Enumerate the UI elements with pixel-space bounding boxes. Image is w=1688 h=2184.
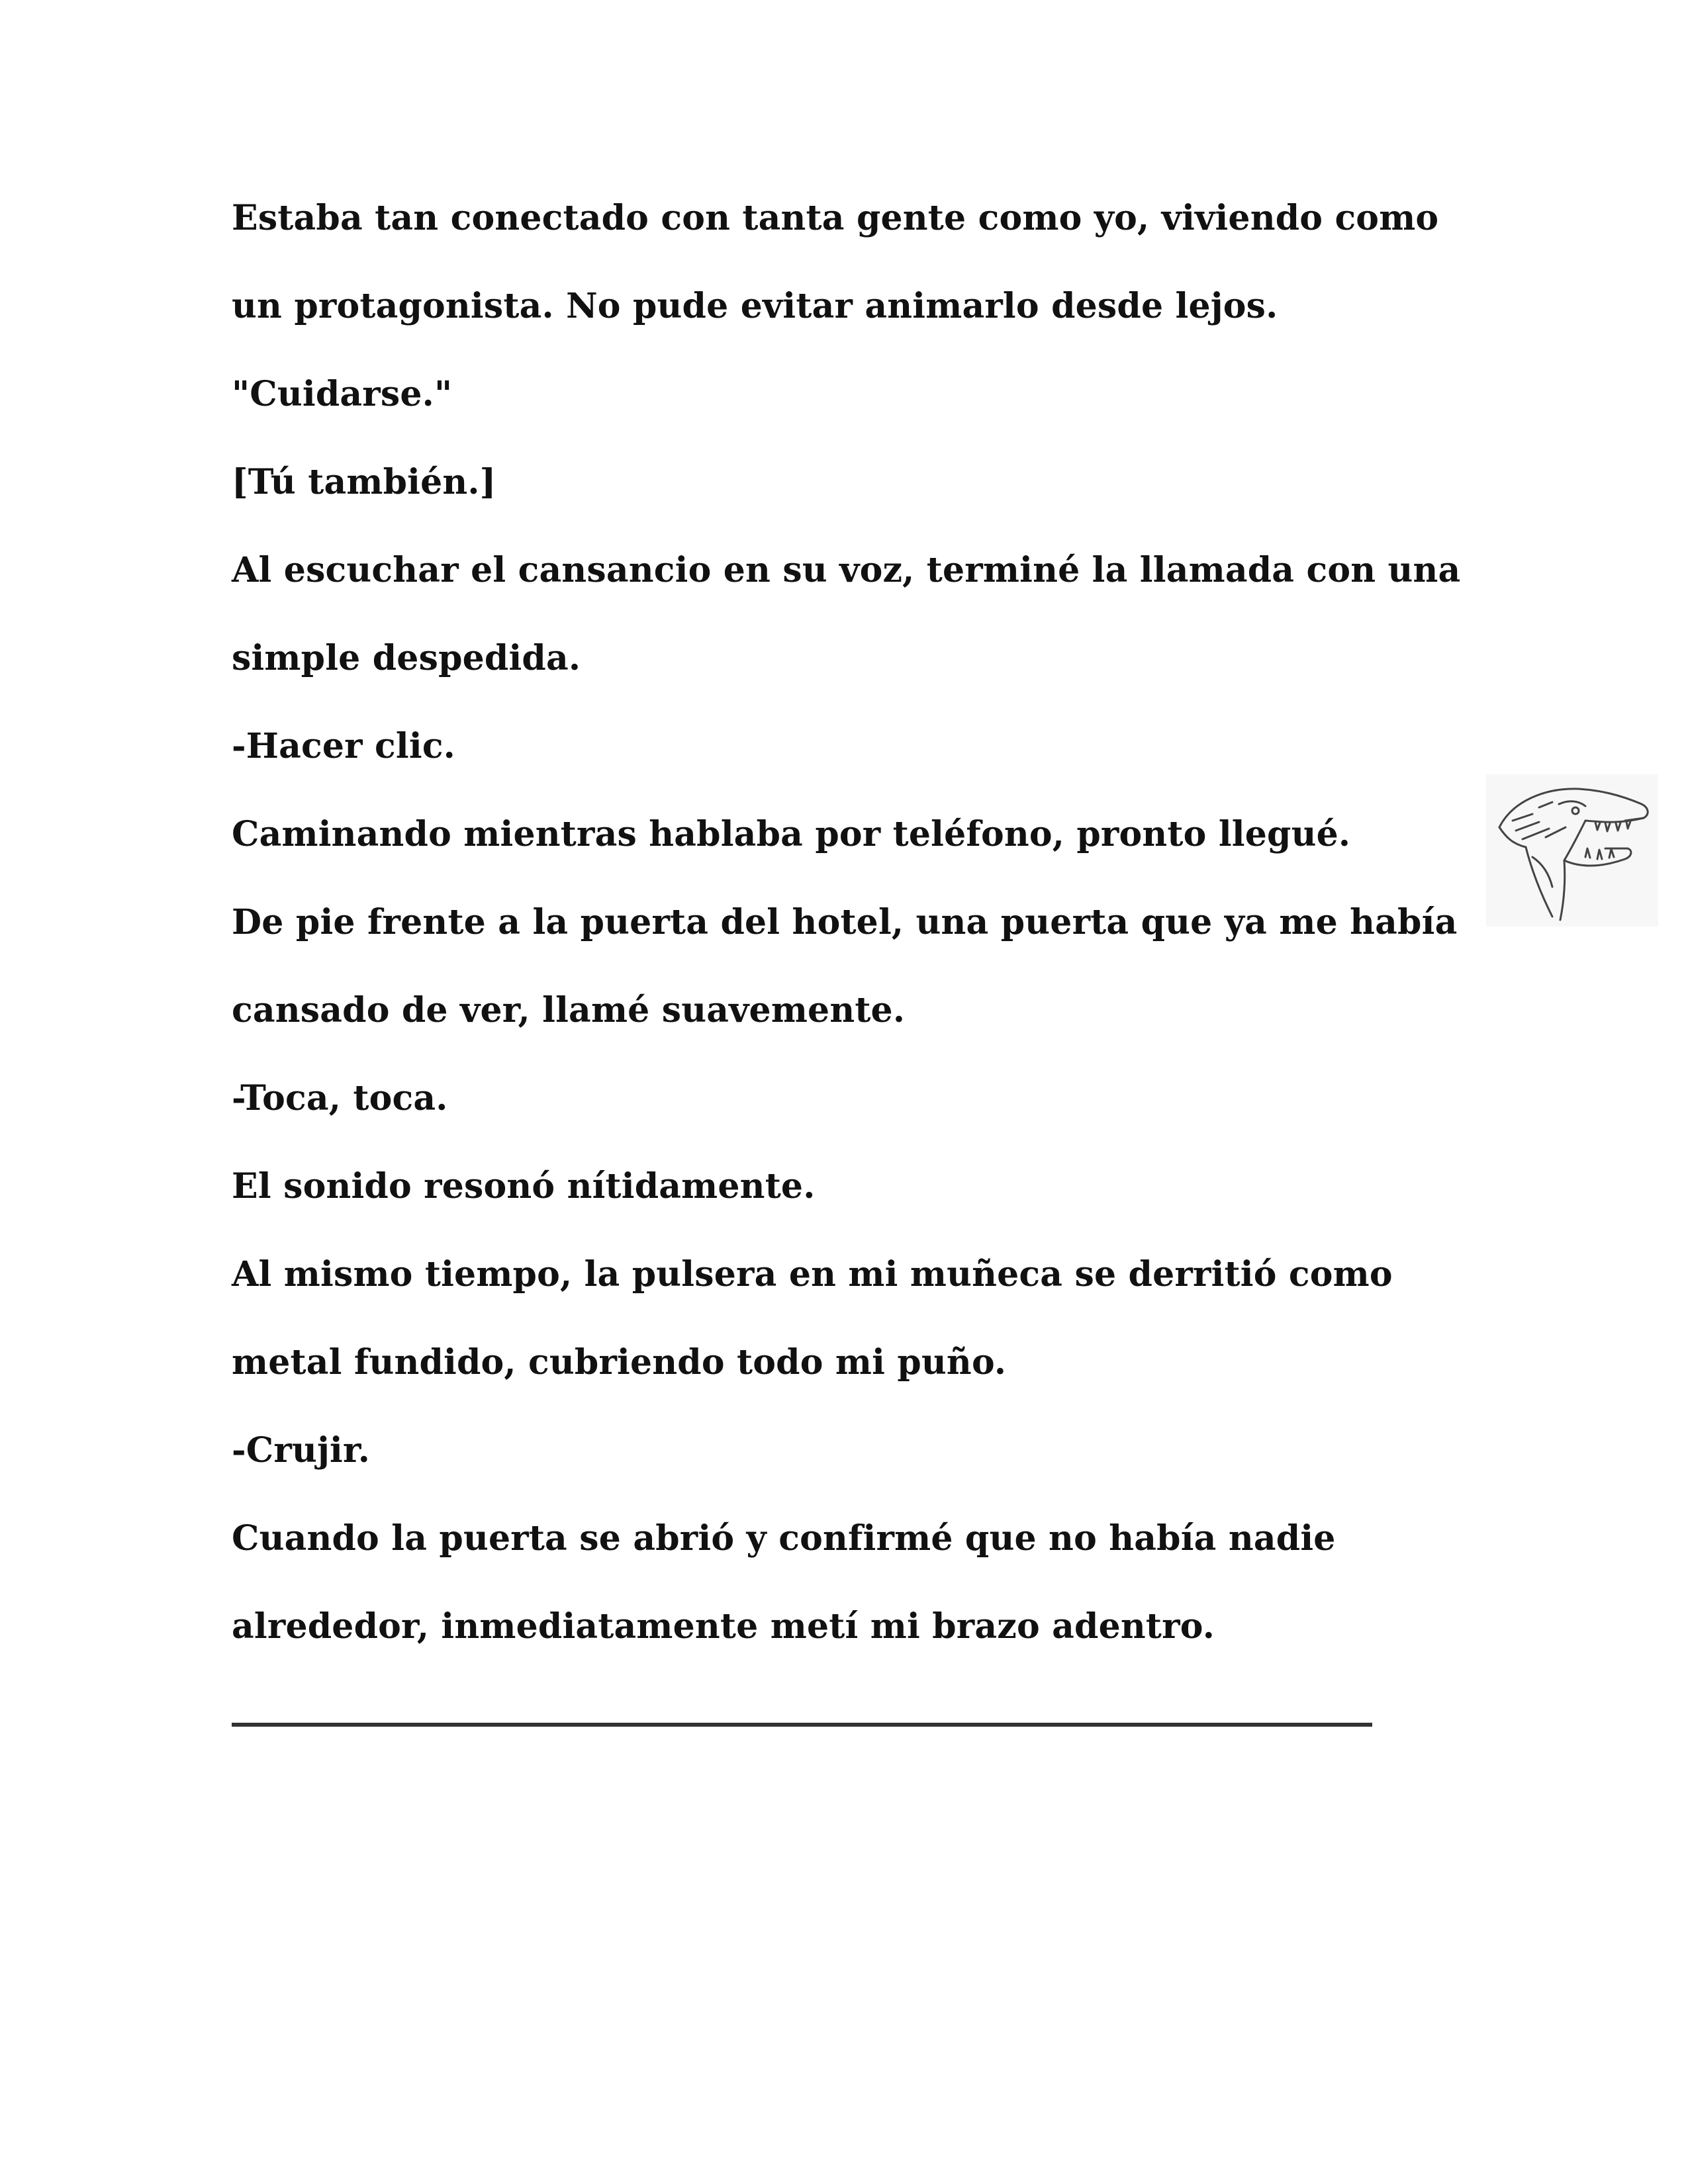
text-line: "Cuidarse." bbox=[232, 374, 453, 414]
dinosaur-head-sketch-icon bbox=[1486, 774, 1658, 927]
text-line: De pie frente a la puerta del hotel, una puerta que ya me había bbox=[232, 902, 1458, 942]
text-line: simple despedida. bbox=[232, 638, 581, 678]
text-line: -Hacer clic. bbox=[232, 726, 455, 766]
text-line: Estaba tan conectado con tanta gente como yo, viviendo como bbox=[232, 198, 1439, 238]
horizontal-divider bbox=[232, 1723, 1372, 1727]
text-line: metal fundido, cubriendo todo mi puño. bbox=[232, 1342, 1007, 1383]
text-line: -Crujir. bbox=[232, 1430, 371, 1471]
text-line: alrededor, inmediatamente metí mi brazo adentro. bbox=[232, 1606, 1215, 1647]
text-line: Caminando mientras hablaba por teléfono, pronto llegué. bbox=[232, 814, 1351, 854]
text-line: un protagonista. No pude evitar animarlo desde lejos. bbox=[232, 286, 1278, 326]
text-line: Al mismo tiempo, la pulsera en mi muñeca se derritió como bbox=[232, 1254, 1393, 1295]
text-line: Cuando la puerta se abrió y confirmé que no había nadie bbox=[232, 1518, 1336, 1559]
text-line: [Tú también.] bbox=[232, 462, 496, 502]
text-line: -Toca, toca. bbox=[232, 1078, 448, 1118]
text-line: cansado de ver, llamé suavemente. bbox=[232, 990, 906, 1030]
text-line: Al escuchar el cansancio en su voz, terminé la llamada con una bbox=[232, 550, 1461, 590]
text-line: El sonido resonó nítidamente. bbox=[232, 1166, 816, 1206]
